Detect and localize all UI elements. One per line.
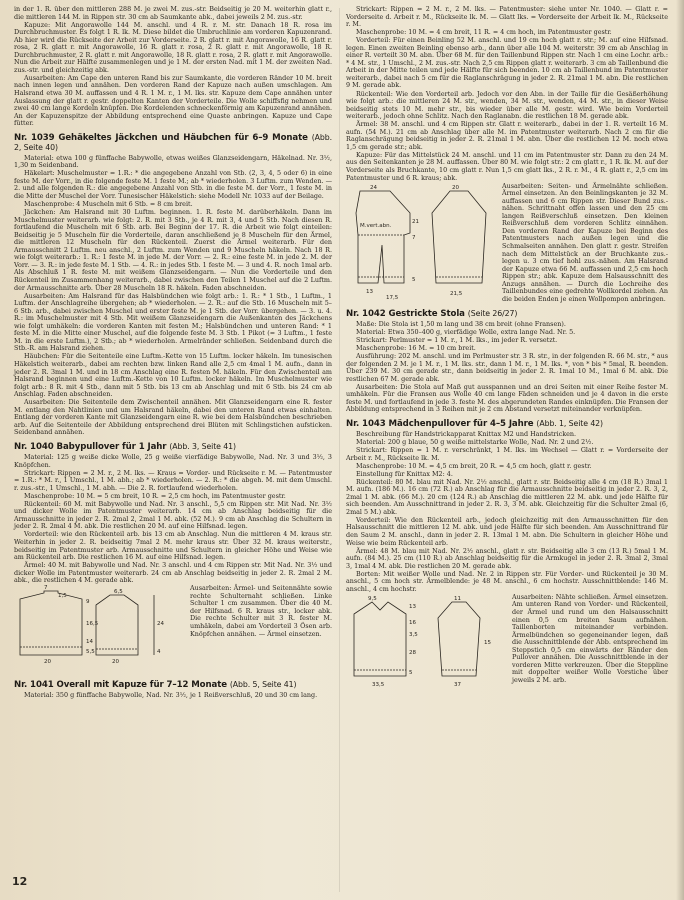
heading-1039-ref: (Abb. 2, Seite 40) [14,132,332,152]
s1043-para-3: Strickart: Rippen = 1 M. r. verschränkt, 1 M. lks. im Wechsel — Glatt r. = Vorderseite der Arbeit r. M., Rückseite lk. M. [346,445,668,462]
diagram-1043-label-7: 33,5 [372,681,385,688]
left-intro-para-1: in der 1. R. über den mittleren 288 M. je zwei M. zus.-str. Beidseitig je 20 M. weiterhin glatt r., die mittleren 144 M. in Rippen str. 30 cm ab Saumkante abk., dabei jeweils 2 M. zus.-str. [14,5,332,21]
s1043-para-10: Ausarbeiten: Nähte schließen. Ärmel einsetzen. Am unteren Rand von Vorder- und Rückenteil, der Ärmel und rund um den Halsausschnitt einen 0,5 cm breiten Saum aufnähen. Taillenborten miteinander verbinden. Ärmelbündchen so gegeneinander legen, daß die Ausschnittblende der Abb. entsprechend im Steppstich 0,5 cm einwärts der Ränder den Pullover annähen. Die Ausschnittblende in der vorderen Mitte verkreuzen. Über die Steppline mit doppelter weißer Wolle Vorstiche über jeweils 2 M. arb. [512,592,668,684]
heading-1043 [346,419,668,429]
right-intro-para-1: Strickart: Rippen = 2 M. r., 2 M. lks. — Patentmuster: siehe unter Nr. 1040. — Glatt r. = Vorderseite d. Arbeit r. M., Rückseite lk. M. — Glatt lks. = Vorderseite der Arbeit lk. M., Rückseite r. M. [346,5,668,29]
s1040-para-3: Maschenprobe: 10 M. = 5 cm breit, 10 R. = 2,5 cm hoch, im Patentmuster gestr. [24,491,286,500]
diagram-1040-label-5: 14 [86,639,93,646]
s1043-para-2: Material: 200 g blaue, 50 g weiße mittelstarke Wolle, Nad. Nr. 2 und 2½. [356,437,594,446]
diagram-1041-label-4: 7 [412,234,416,241]
s1042-para-1: Maße: Die Stola ist 1,50 m lang und 38 cm breit (ohne Fransen). [356,319,566,328]
heading-1039-num: Nr. 1039 [14,132,55,143]
s1043-para-9: Borten: Mit weißer Wolle und Nad. Nr. 2 in Rippen str. Für Vorder- und Rückenteil je 30 M. anschl., 5 cm hoch str. Ärmelblende: je 48 M. anschl., 6 cm hochstr. Ausschnittblende: 146 M. anschl., 4 cm hochstr. [346,569,668,593]
heading-1039 [14,133,332,153]
diagram-1040-body-shape [20,591,82,655]
s1039-para-6: Häubchen: Für die Seitenteile eine Luftm.-Kette von 15 Luftm. locker häkeln. Im tunesischen Häkelstich weiterarb., dabei am rechten bzw. linken Rand alle 2,5 cm 4mal 1 M. aufn., dann in jeder 2. R. 3mal 1 M. und in 18 cm Anschlag eine R. festen M. häkeln. Für den Zwischenteil am Halsrand beginnen und eine Luftm.-Kette von 10 Luftm. locker häkeln. Im Muschelmuster wie folgt arb.: 8 R. mit 4 Stb., dann mit 5 Stb. bis 13 cm ab Anschlag und mit 6 Stb. bis 24 cm ab Anschlag. Faden abschneiden. [14,352,332,399]
heading-1041 [14,680,332,690]
diagram-1043-label-2: 13 [409,603,416,610]
diagram-1040-sleeve-shape [96,595,138,655]
heading-1042 [346,309,668,319]
diagram-1041-label-5: 5 [412,276,416,283]
diagram-1041-label-7: 17,5 [386,294,399,301]
s1040-para-5: Vorderteil: wie den Rückenteil arb. bis 13 cm ab Anschlag. Nun die mittleren 4 M. kraus str. Weiterhin in jeder 2. R. beidseitig 7mal 2 M. mehr kraus str. Über 32 M. kraus weiterstr., beidseitig im Patentmuster arb. Armausschnitte und Schultern in gleicher Höhe und Weise wie am Rückenteil arb. Die restlichen 16 M. auf eine Hilfsnad. legen. [14,530,332,562]
s1039-para-4: Jäckchen: Am Halsrand mit 30 Luftm. beginnen. 1. R. feste M. darüberhäkeln. Dann im Muschelmuster weiterarb. wie folgt: 2. R. mit 3 Stb., je 4 R. mit 3, 4 und 5 Stb. Nach diesen R. fortlaufend die Muscheln mit 6 Stb. arb. Bei Beginn der 17. R. die Arbeit wie folgt einteilen: Beidseitig je 5 Muscheln für die Vorderteile, daran anschließend je 8 Muscheln für den Ärmel, die mittleren 12 Muscheln für den Rückenteil. Zuerst die Ärmel weiterarb. Für den Armausschnitt 2 Luftm. neu anschl., 2 Luftm. zum Wenden und 9 Muscheln häkeln. Nach 18 R. wie folgt weiterarb.: 1. R.: 1 feste M. in jede M. der Vorr. — 2. R.: eine feste M. in jede 2. M. der Vorr. — 3. R.: in jede feste M. 1 Stb. — 4. R.: in jedes Stb. 1 feste M. — 3 und 4. R. noch 1mal arb. Als Abschluß 1 R. feste M. mit weißem Glanzseidengarn. — Nun die Vorderteile und den Rückenteil im Zusammenhang weiterarb., dabei zwischen den Teilen 1 Muschel auf die 2 Luftm. der Armausschnitte arb. Über 28 Muscheln 18 R. häkeln. Faden abschneiden. [14,208,332,292]
heading-1041-ref: (Abb. 5, Seite 41) [229,680,297,690]
heading-1040-num: Nr. 1040 [14,441,54,452]
diagram-1043-body-shape [354,602,406,676]
heading-1041-title: Overall mit Kapuze für 7–12 Monate [56,680,227,691]
s1042-para-6: Ausarbeiten: Die Stola auf Maß gut ausspannen und an drei Seiten mit einer Reihe fester M. umhäkeln. Für die Fransen aus Wolle 40 cm lange Fäden schneiden und je 4 davon in die erste feste M. und fortlaufend in jede 3. feste M. des abgerundeten Randes einknüpfen. Die Fransen der Abbildung entsprechend in 3 Reihen mit je 2 cm Abstand versetzt miteinander verknüpfen. [346,382,668,414]
s1043-para-4: Maschenprobe: 10 M. = 4,5 cm breit, 20 R. = 4,5 cm hoch, glatt r. gestr. [356,461,592,470]
heading-1043-ref: (Abb. 1, Seite 42) [536,418,603,428]
diagram-1040-label-7: 20 [44,659,51,666]
diagram-1043-label-3: 16 [409,619,416,626]
s1042-para-2: Material: Etwa 350–400 g, vierfädige Wolle, extra lange Nad. Nr. 5. [356,327,576,336]
diagram-1043-label-5: 28 [409,649,416,656]
heading-1040 [14,442,332,452]
diagram-1040-label-8: 6,5 [114,589,123,596]
s1040-para-1: Material: 125 g weiße dicke Wolle, 25 g weiße vierfädige Babywolle, Nad. Nr. 3 und 3½, 3 Knöpfchen. [14,452,332,469]
diagram-1040-pattern [14,585,184,675]
s1042-para-5: Ausführung: 202 M. anschl. und im Perlmuster str. 3 R. str., in der folgenden R. 66 M. str., * aus der folgenden 2 M. je 1 M. r., 1 M. lks. str., dann 1 M. r., 1 M. lks. *, von * bis * 5mal, R. beenden. Über 239 M. 30 cm gerade str., dann beidseitig in jeder 2. R. 1mal 10 M., 1mal 6 M. abk. Die restlichen 67 M. gerade abk. [346,352,668,383]
s1040-para-2: Strickart: Rippen = 2 M. r., 2 M. lks. — Kraus = Vorder- und Rückseite r. M. — Patentmuster = 1.R.: * M. r., 1 Umschl., 1 M. abh.; ab * wiederholen. — 2. R.: * die abgeh. M. mit dem Umschl. r. zus.-str., 1 Umschl., 1 M. abh. — Die 2. R. fortlaufend wiederholen. [14,468,332,492]
diagram-1043-label-10: 37 [454,681,461,688]
heading-1039-title: Gehäkeltes Jäckchen und Häubchen für 6–9 Monate [58,132,308,143]
s1043-para-5: Einstellung für Knittax M2: 4. [356,469,453,478]
s1041-flow [346,183,668,304]
s1040-flow [14,585,332,675]
heading-1042-num: Nr. 1042 [346,308,386,319]
s1042-para-3: Strickart: Perlmuster = 1 M. r., 1 M. lks., im jeder R. versetzt. [356,335,558,344]
s1043-para-7: Vorderteil: Wie den Rückenteil arb., jedoch gleichzeitig mit den Armausschnitten für den Halsausschnitt die mittleren 12 M. abk. und jede Hälfte für sich beenden. Am Ausschnittrand für den Saum 2 M. anschl., dann in jeder 2. R. 13mal 1 M. abn. Die Schultern in gleicher Höhe und Weise wie beim Rückenteil arb. [346,515,668,547]
left-intro-para-2: Kapuze: Mit Angorawolle 144 M. anschl. und 4 R. r. M. str. Danach 18 R. rosa im Durchbruchmuster. Es folgt 1 R. lk. M. Diese bildet die Umbruchlinie am vorderen Kapuzenrand. Ab hier wird die Rückseite der Arbeit zur Vorderseite. 2 R. glatt r. mit Angorawolle, 16 R. glatt r. rosa, 2 R. glatt r. mit Angorawolle, 16 R. glatt r. rosa, 2 R. glatt r. mit Angorawolle, 18 R. Durchbruchmuster, 2 R. glatt r. mit Angorawolle, 18 R. glatt r. rosa, 2 R. glatt r. mit Angorawolle. Nun die Arbeit zur Hälfte zusammenlegen und je 1 M. der ersten Nad. mit 1 M. der zweiten Nad. zus.-str. und gleichzeitig abk. [14,20,332,74]
diagram-1040-label-4: 16,5 [86,621,99,628]
s1040-para-4: Rückenteil: 60 M. mit Babywolle und Nad. Nr. 3 anschl., 5,5 cm Rippen str. Mit Nad. Nr. 3½ und dicker Wolle im Patentmuster weiterarb. 14 cm ab Anschlag beidseitig für die Armausschnitte in jeder 2. R. 2mal 2, 2mal 1 M. abk. (52 M.). 9 cm ab Anschlag die Schultern in jeder 2. R. 2mal 4 M. abk. Die restlichen 20 M. auf eine Hilfsnad. legen. [14,499,332,531]
diagram-1043-sleeve-shape [438,602,480,676]
diagram-1041-sleeve-shape [432,191,486,283]
s1043-para-1: Beschreibung für Handstrickapparat Knittax M2 und Handstricken. [356,429,577,438]
s1043-para-6: Rückenteil: 80 M. blau mit Nad. Nr. 2½ anschl., glatt r. str. Beidseitig alle 4 cm (18 R.) 3mal 1 M. aufn. (186 M.). 16 cm (72 R.) ab Anschlag für die Armausschnitte beidseitig in jeder 2. R. 3, 2, 2mal 1 M. abk. (66 M.). 20 cm (124 R.) ab Anschlag die mittleren 22 M. abk. und jede Hälfte für sich beenden. Am Ausschnittrand in jeder 2. R. 3, 3 M. abk. Gleichzeitig für die Schulter 2mal (6, 2mal 5 M.) abk. [346,477,668,516]
diagram-1043-label-4: 3,5 [409,631,418,638]
diagram-1043-label-1: 9,5 [368,595,377,602]
diagram-1041-label-3: M.vert.abn. [360,222,392,229]
s1041-finishing: Ausarbeiten: Seiten- und Ärmelnähte schließen. Ärmel einsetzen. An den Beinlingskanten je 32 M. auffassen und 6 cm Rippen str. Dieser Bund zus.-nähen. Schrittnaht offen lassen und den 25 cm langen Reißverschluß einsetzen. Den kleinen Reißverschluß dem vorderen Schlitz einnähen. Den vorderen Rand der Kapuze bei Beginn des Patentmusters nach außen legen und die Schmalseiten annähen. Den glatt r. gestr. Streifen nach dem Mittelstück an der Bruchkante zus.-legen u. 3 cm tief hohl zus.-nähen. Am Halsrand der Kapuze etwa 66 M. auffassen und 2,5 cm hoch Rippen str.; abk. Kapuze dem Halsausschnitt des Anzugs annähen. — Durch die Lochreihe des Taillenbundes eine gedrehte Wollkordel ziehen. An die beiden Enden je einen Wollpompon anbringen. [502,181,668,303]
diagram-1043-label-8: 11 [454,595,461,602]
diagram-1043-pattern [346,594,506,690]
s1043-para-8: Ärmel: 48 M. blau mit Nad. Nr. 2½ anschl., glatt r. str. Beidseitig alle 3 cm (13 R.) 5mal 1 M. aufn. (84 M.). 25 cm (110 R.) ab Anschlag beidseitig für die Armkugel in jeder 2. R. 3mal 2, 3mal 3, 1mal 4 M. abk. Die restlichen 20 M. gerade abk. [346,546,668,570]
diagram-1041-body-shape [356,191,410,283]
heading-1043-num: Nr. 1043 [346,418,386,429]
s1039-para-1: Material: etwa 100 g fünffache Babywolle, etwas weißes Glanzseidengarn, Häkelnad. Nr. 3½, 1,30 m Seidenband. [14,153,332,170]
heading-1040-title: Babypullover für 1 Jahr [56,441,167,452]
heading-1042-title: Gestrickte Stola [388,308,465,319]
heading-1043-title: Mädchenpullover für 4–5 Jahre [388,418,534,429]
s1039-para-7: Ausarbeiten: Die Seitenteile dem Zwischenteil annähen. Mit Glanzseidengarn eine R. fester M. entlang den Nahtlinien und um Halsrand häkeln, dabei den unteren Rand etwas einhalten. Entlang der vorderen Kante mit Glanzseidengarn eine R. wie bei dem Halsbündchen beschrieben arb. Auf die Seitenteile der Abbildung entsprechend drei Blüten mit Schlingstichen aufsticken. Seidenband annähen. [14,398,332,437]
diagram-1041-label-2: 21 [412,218,419,225]
diagram-1041-label-1: 24 [370,184,377,191]
page-number: 12 [12,875,28,888]
right-intro-para-4: Rückenteil: Wie den Vorderteil arb. Jedoch vor den Abn. in der Taille für die Gesäßerhöhung wie folgt arb.: die mittleren 24 M. str., wenden, 34 M. str., wenden, 44 M. str., in dieser Weise beidseitig stets 10 M. mehr str., bis wieder über alle M. gestr. wird. Wie beim Vorderteil weiterarb., jedoch ohne Schlitz. Nach den Raglanabn. die restlichen 18 M. gerade abk. [346,89,668,121]
diagram-1040-label-2: 1,5 [58,593,67,600]
s1040-para-6: Ärmel: 40 M. mit Babywolle und Nad. Nr. 3 anschl. und 4 cm Rippen str. Mit Nad. Nr. 3½ und dicker Wolle im Patentmuster weiterarb. 24 cm ab Anschlag beidseitig in jeder 2. R. 2mal 2 M. abk., die restlichen 4 M. gerade abk. [14,561,332,585]
heading-1042-ref: (Seite 26/27) [467,308,518,318]
diagram-1043-label-9: 15 [484,639,491,646]
diagram-1040-label-1: 7 [44,585,48,592]
diagram-1040-label-3: 9 [86,599,90,606]
right-column [346,6,668,690]
s1042-para-4: Maschenprobe: 16 M. = 10 cm breit. [356,343,476,352]
heading-1040-ref: (Abb. 3, Seite 41) [169,441,236,451]
diagram-1041-pattern [346,183,496,301]
diagram-1041-label-6: 13 [366,288,373,295]
s1039-para-5: Ausarbeiten: Am Halsrand für das Halsbündchen wie folgt arb.: 1. R.: * 1 Stb., 1 Luftm., 1 Luftm. der Anschlagreihe übergehen; ab * wiederholen. — 2. R.: auf die Stb. 16 Muscheln mit 5–6 Stb. arb., dabei zwischen Muschel und erster feste M. je 1 Stb. der Vorr. übergehen. — 3. u. 4. R.: im Muschelmuster mit 4 Stb. Mit weißem Glanzseidengarn die Außenkanten des Jäckchens wie folgt umhäkeln: die vorderen Kanten mit festen M.; Halsbündchen und unteren Rand: * 1 feste M. in die Mitte einer Muschel, auf die folgende feste M. 3 Stb. 1 Pikot (= 3 Luftm., 1 feste M. in die erste Luftm.), 2 Stb.; ab * wiederholen. Armelränder schließen. Seidenband durch die Stb.-R. am Halsrand ziehen. [14,291,332,353]
left-column [14,6,332,700]
diagram-1040-label-9: 24 [157,621,164,628]
heading-1041-num: Nr. 1041 [14,680,54,691]
right-intro-para-3: Vorderteil: Für einen Beinling 52 M. anschl. und 19 cm hoch glatt r. str.; M. auf eine Hilfsnad. legen. Einen zweiten Beinling ebenso arb., dann über alle 104 M. weiterstr. 39 cm ab Anschlag in einer R. verteilt 30 M. abn. Über 68 M. für den Taillenbund Rippen str. Nach 1 cm eine Lochr. arb.: * 4 M. str., 1 Umschl., 2 M. zus.-str. Nach 2,5 cm Rippen glatt r. weiterarb. 3 cm ab Taillenbund die Arbeit in der Mitte teilen und jede Hälfte für sich beenden. 10 cm ab Taillenbund im Patentmuster weiterarb., dabei nach 5 cm für die Raglanschrägung in jeder 2. R. 21mal 1 M. abn. Die restlichen 9 M. gerade abk. [346,36,668,90]
s1043-flow [346,594,668,690]
right-intro-para-6: Kapuze: Für das Mittelstück 24 M. anschl. und 11 cm im Patentmuster str. Dann zu den 24 M. aus den Seitenkanten je 28 M. auffassen. Über 80 M. wie folgt str.: 2 cm glatt r., 1 R. lk. M. auf der Vorderseite als Bruchkante, 10 cm glatt r. Nun 1,5 cm glatt lks., 2 R. r. M., 4 R. glatt r., 2,5 cm im Patentmuster und 6 R. kraus; abk. [346,150,668,182]
s1039-para-2: Häkelart: Muschelmuster = 1.R.: * die angegebene Anzahl von Stb. (2, 3, 4, 5 oder 6) in eine feste M. der Vorr., in die folgende feste M. 1 feste M.; ab * wiederholen. 3 Luftm. zum Wenden. — 2. und alle folgenden R.: die angegebene Anzahl von Stb. in die feste M. der Vorr., 1 feste M. in die Mitte der Muschel der Vorr. Tunesischer Häkelstich: siehe Modell Nr. 1033 auf der Beilage. [14,169,332,200]
left-intro-para-3: Ausarbeiten: Am Cape den unteren Rand bis zur Saumkante, die vorderen Ränder 10 M. breit nach innen legen und annähen. Den vorderen Rand der Kapuze nach außen umschlagen. Am Halsrand etwa 30 M. auffassen und 4 R. 1 M. r., 1 M. lks. str. Kapuze dem Cape annähen unter Auslassung der glatt r. gestr. doppelten Kanten der Vorderteile. Die Wolle schiffsfig nehmen und zwei 40 cm lange Kordeln knüpfen. Die Kordelenden schneckenförmig am Kapuzenrand annähen. An der Kapuzenspitze der Abbildung entsprechend eine Quaste anbringen. Kapuze und Cape fütter. [14,73,332,128]
right-intro-para-5: Ärmel: 38 M. anschl. und 4 cm Rippen str. Glatt r. weiterarb., dabei in der 1. R. verteilt 16 M. aufn. (54 M.). 21 cm ab Anschlag über alle M. im Patentmuster weiterarb. Nach 2 cm für die Raglanschrägung beidseitig in jeder 2. R. 21mal 1 M. abn. Über die restlichen 12 M. noch etwa 1,5 cm gerade str.; abk. [346,120,668,151]
page-fold-shadow [676,0,684,900]
diagram-1043-label-6: 5 [409,669,413,676]
diagram-1040-label-6: 5,5 [86,649,95,656]
diagram-1041-label-8: 20 [452,184,459,191]
diagram-1041-label-9: 21,5 [450,290,463,297]
right-intro-para-2: Maschenprobe: 10 M. = 4 cm breit, 11 R. = 4 cm hoch, im Patentmuster gestr. [356,28,612,37]
s1041-para-1: Material: 350 g fünffache Babywolle, Nad. Nr. 3½, je 1 Reißverschluß, 20 und 30 cm lang. [24,691,318,700]
s1039-para-3: Maschenprobe: 4 Muscheln mit 6 Stb. = 8 cm breit. [24,200,193,209]
column-divider [339,8,340,892]
s1040-para-7: Ausarbeiten: Ärmel- und Seitennähte sowie rechte Schulternaht schließen. Linke Schulter 1 cm zusammen. Über die 40 M. der Hilfsnad. 6 R. kraus str., locker abk. Die rechte Schulter mit 3 R. fester M. umhäkeln, dabei am Vorderteil 3 Ösen arb. Knöpfchen annähen. — Ärmel einsetzen. [190,584,332,638]
diagram-1040-label-10: 4 [157,649,161,656]
diagram-1040-label-11: 20 [112,659,119,666]
